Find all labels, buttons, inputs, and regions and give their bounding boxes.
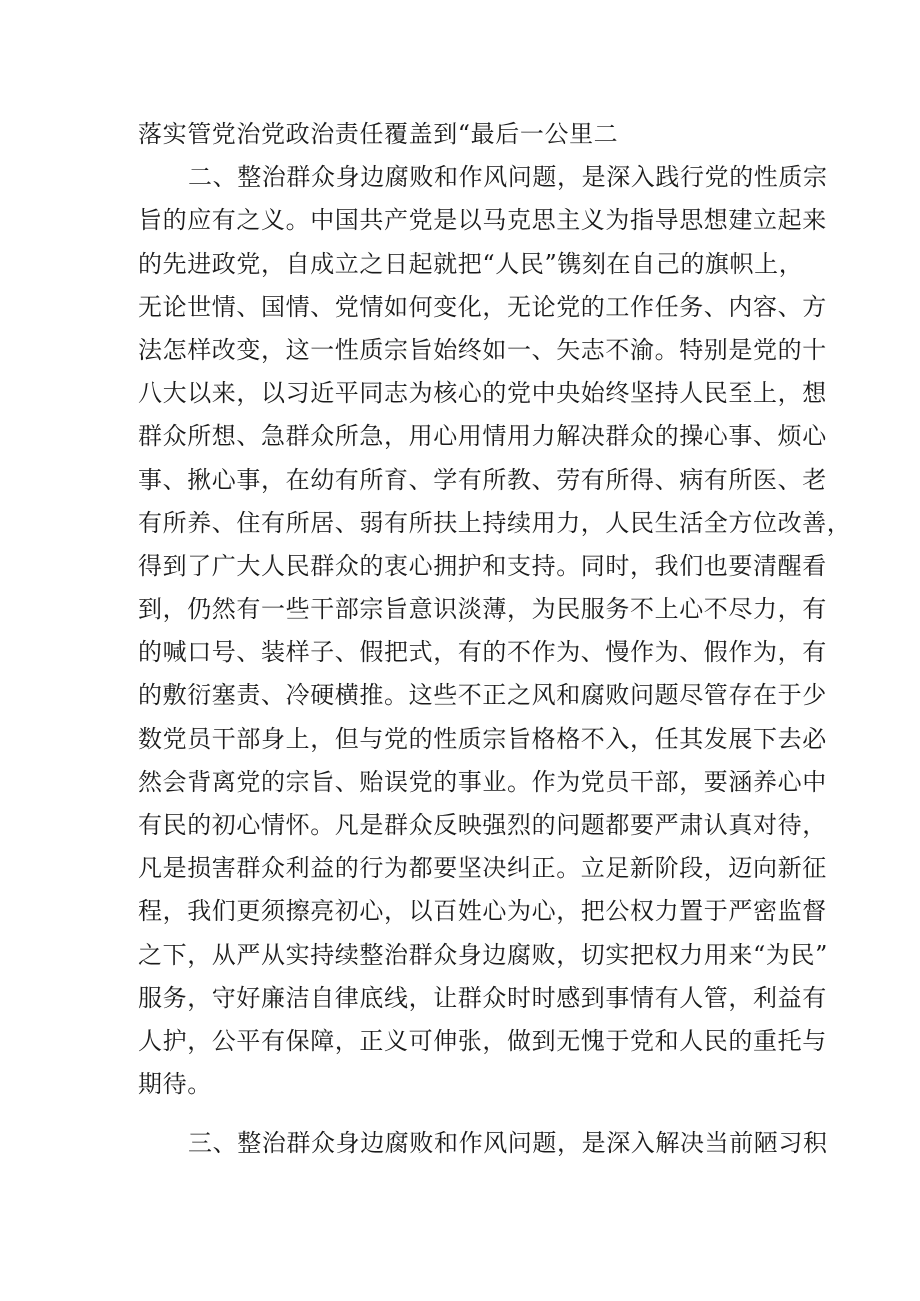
- paragraph-gap: [138, 1106, 788, 1122]
- text-line: 落实管党治党政治责任覆盖到“最后一公里二: [138, 120, 619, 148]
- text-line: 到，仍然有一些干部宗旨意识淡薄，为民服务不上心不尽力，有: [138, 595, 827, 624]
- text-line: 得到了广大人民群众的衷心拥护和支持。同时，我们也要清醒看: [138, 551, 827, 580]
- paragraph-first-line: 二、整治群众身边腐败和作风问题，是深入践行党的性质宗: [188, 163, 828, 192]
- text-line: 的喊口号、装样子、假把式，有的不作为、慢作为、假作为，有: [138, 638, 827, 667]
- text-line: 然会背离党的宗旨、贻误党的事业。作为党员干部，要涵养心中: [138, 767, 827, 796]
- text-line: 有所养、住有所居、弱有所扶上持续用力，人民生活全方位改善，: [138, 508, 852, 537]
- text-line: 群众所想、急群众所急，用心用情用力解决群众的操心事、烦心: [138, 422, 827, 451]
- text-line: 有民的初心情怀。凡是群众反映强烈的问题都要严肃认真对待，: [138, 811, 827, 839]
- text-line: 无论世情、国情、党情如何变化，无论党的工作任务、内容、方: [138, 292, 827, 321]
- text-line: 事、揪心事，在幼有所育、学有所教、劳有所得、病有所医、老: [138, 465, 827, 494]
- paragraph-three: [138, 1122, 828, 1165]
- text-line: 数党员干部身上，但与党的性质宗旨格格不入，任其发展下去必: [138, 724, 827, 753]
- document-body: [138, 113, 852, 1166]
- text-line: 的敷衍塞责、冷硬横推。这些不正之风和腐败问题尽管存在于少: [138, 681, 827, 710]
- text-line: 服务，守好廉洁自律底线，让群众时时感到事情有人管，利益有: [138, 983, 827, 1012]
- text-line: 凡是损害群众利益的行为都要坚决纠正。立足新阶段，迈向新征: [138, 854, 827, 883]
- text-line: 程，我们更须擦亮初心，以百姓心为心，把公权力置于严密监督: [138, 897, 827, 926]
- text-line: 的先进政党，自成立之日起就把“人民”镌刻在自己的旗帜上，: [138, 249, 804, 278]
- text-line: 期待。: [138, 1070, 212, 1099]
- text-line: 八大以来，以习近平同志为核心的党中央始终坚持人民至上，想: [138, 379, 827, 408]
- text-line: 旨的应有之义。中国共产党是以马克思主义为指导思想建立起来: [138, 206, 827, 235]
- paragraph-two: [138, 156, 852, 1106]
- text-line: 法怎样改变，这一性质宗旨始终如一、矢志不渝。特别是党的十: [138, 335, 827, 364]
- text-line: 人护，公平有保障，正义可伸张，做到无愧于党和人民的重托与: [138, 1026, 827, 1055]
- text-line: 之下，从严从实持续整治群众身边腐败，切实把权力用来“为民”: [138, 940, 828, 969]
- paragraph-first-line: 三、整治群众身边腐败和作风问题，是深入解决当前陋习积: [188, 1129, 828, 1158]
